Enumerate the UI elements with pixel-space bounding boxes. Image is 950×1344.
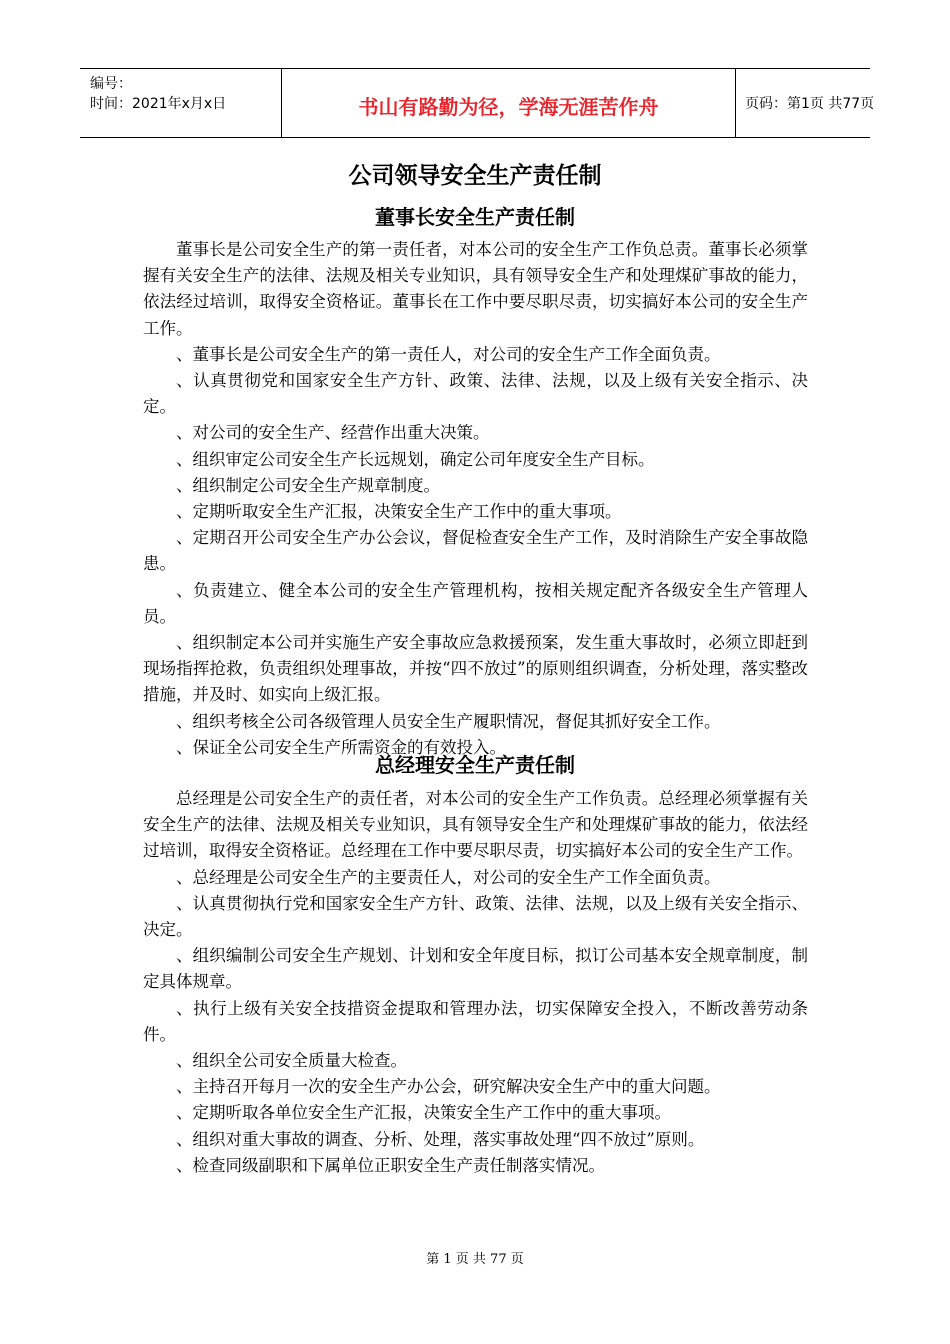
paragraph: 、组织对重大事故的调查、分析、处理，落实事故处理“四不放过”原则。 (176, 1129, 705, 1149)
header-page-cell (735, 69, 875, 137)
paragraph: 、组织考核全公司各级管理人员安全生产履职情况，督促其抓好安全工作。 (176, 711, 721, 731)
paragraph: 总经理是公司安全生产的责任者，对本公司的安全生产工作负责。总经理必须掌握有关安全生产的法律、法规及相关专业知识，具有领导安全生产和处理煤矿事故的能力，依法经过培训，取得安全资格证。总经理在工作中要尽职尽责，切实搞好本公司的安全生产工作。 (143, 789, 808, 861)
header-table (80, 68, 875, 138)
header-page-info: 页码：第1页 共77页 (745, 96, 875, 112)
paragraph: 、组织编制公司安全生产规划、计划和安全年度目标，拟订公司基本安全规章制度，制定具体规章。 (143, 946, 808, 992)
paragraph: 、认真贯彻党和国家安全生产方针、政策、法律、法规，以及上级有关安全指示、决定。 (143, 371, 808, 417)
header-meta-cell (80, 69, 280, 137)
header-motto-cell (281, 69, 736, 137)
paragraph: 、保证全公司安全生产所需资金的有效投入。 (176, 737, 506, 757)
section-body-chairman (143, 237, 808, 761)
paragraph: 、组织制定本公司并实施生产安全事故应急救援预案，发生重大事故时，必须立即赶到现场指挥抢救，负责组织处理事故，并按“四不放过”的原则组织调查，分析处理，落实整改措施，并及时、如实向上级汇报。 (143, 633, 808, 705)
paragraph: 、组织全公司安全质量大检查。 (176, 1051, 407, 1071)
paragraph: 、组织审定公司安全生产长远规划，确定公司年度安全生产目标。 (176, 449, 655, 469)
paragraph: 、对公司的安全生产、经营作出重大决策。 (176, 423, 490, 443)
page-footer: 第 1 页 共 77 页 (426, 1252, 524, 1267)
doc-number-label: 编号： (90, 76, 132, 92)
section-title-general-manager: 总经理安全生产责任制 (375, 753, 575, 777)
paragraph: 、主持召开每月一次的安全生产办公会，研究解决安全生产中的重大问题。 (176, 1077, 721, 1097)
doc-time-label: 时间：2021年x月x日 (90, 96, 227, 112)
section-body-general-manager (143, 786, 808, 1179)
section-title-chairman: 董事长安全生产责任制 (375, 205, 575, 229)
paragraph: 、定期召开公司安全生产办公会议，督促检查安全生产工作，及时消除生产安全事故隐患。 (143, 528, 808, 574)
paragraph: 、执行上级有关安全技措资金提取和管理办法，切实保障安全投入，不断改善劳动条件。 (143, 998, 808, 1044)
header-motto: 书山有路勤为径，学海无涯苦作舟 (358, 95, 659, 119)
paragraph: 、定期听取各单位安全生产汇报，决策安全生产工作中的重大事项。 (176, 1103, 671, 1123)
paragraph: 、总经理是公司安全生产的主要责任人，对公司的安全生产工作全面负责。 (176, 867, 721, 887)
paragraph: 董事长是公司安全生产的第一责任者，对本公司的安全生产工作负总责。董事长必须掌握有关安全生产的法律、法规及相关专业知识，具有领导安全生产和处理煤矿事故的能力，依法经过培训，取得安全资格证。董事长在工作中要尽职尽责，切实搞好本公司的安全生产工作。 (143, 240, 808, 338)
paragraph: 、组织制定公司安全生产规章制度。 (176, 475, 440, 495)
paragraph: 、检查同级副职和下属单位正职安全生产责任制落实情况。 (176, 1155, 605, 1175)
paragraph: 、认真贯彻执行党和国家安全生产方针、政策、法律、法规，以及上级有关安全指示、决定。 (143, 893, 808, 940)
document-title: 公司领导安全生产责任制 (348, 163, 602, 189)
paragraph: 、定期听取安全生产汇报，决策安全生产工作中的重大事项。 (176, 502, 622, 522)
paragraph: 、负责建立、健全本公司的安全生产管理机构，按相关规定配齐各级安全生产管理人员。 (143, 580, 808, 626)
paragraph: 、董事长是公司安全生产的第一责任人，对公司的安全生产工作全面负责。 (176, 344, 721, 364)
